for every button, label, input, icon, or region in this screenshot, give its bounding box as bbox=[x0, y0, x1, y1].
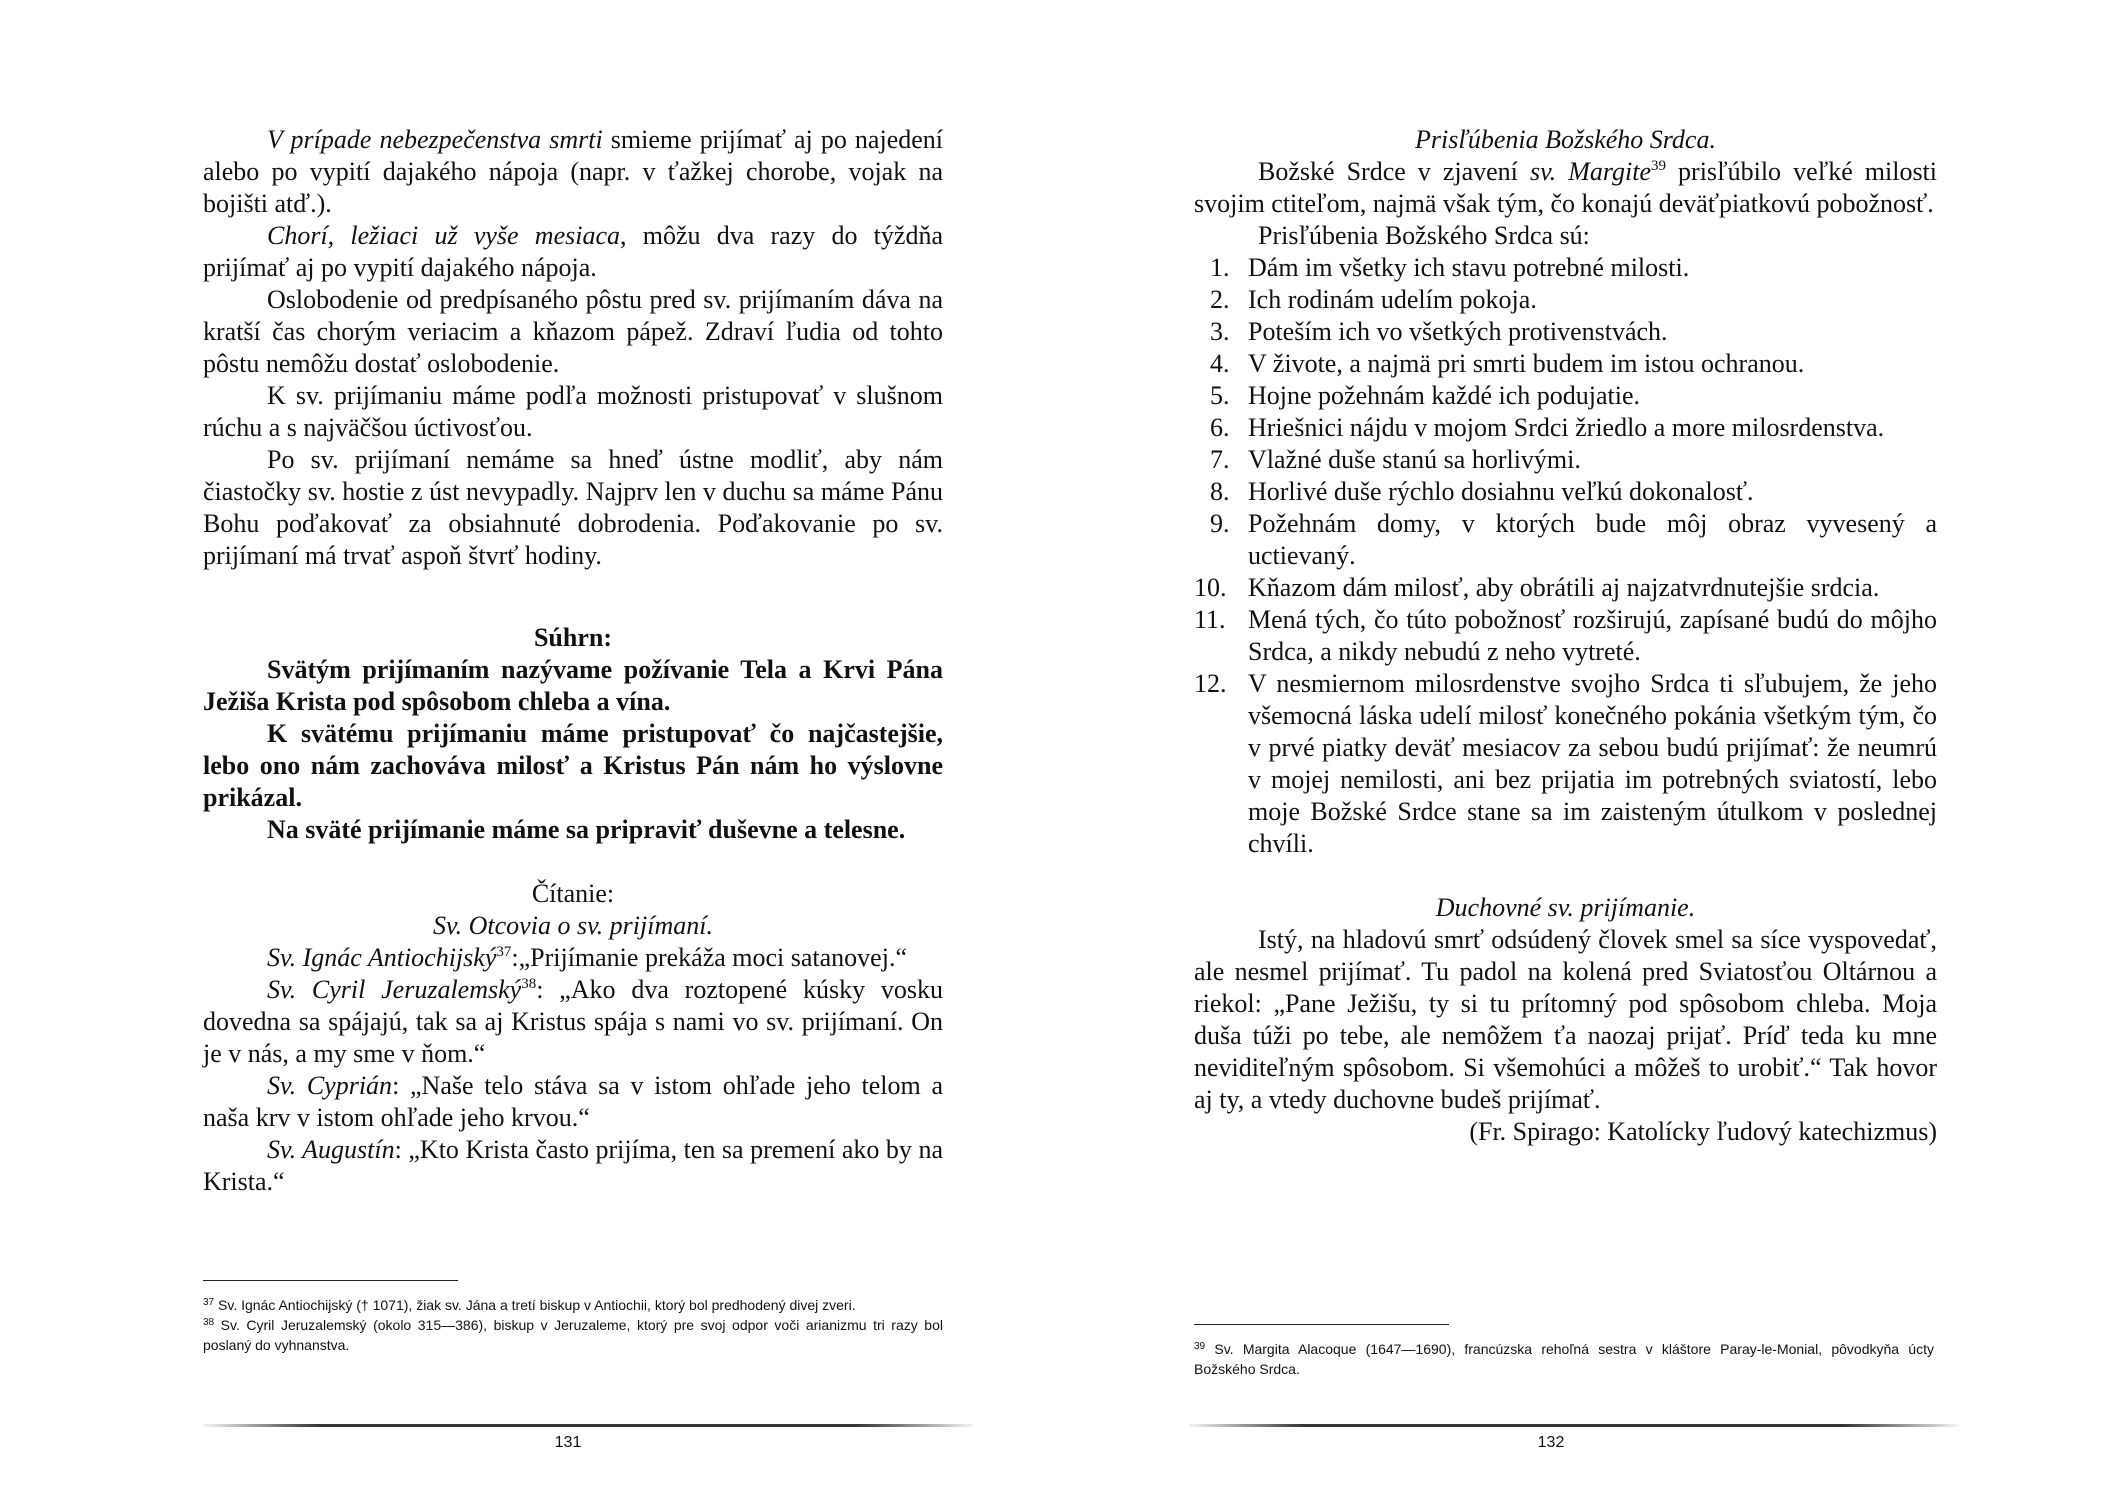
list-item: 8. Horlivé duše rýchlo dosiahnu veľkú dokonalosť. bbox=[1210, 477, 1754, 506]
page-number: 132 bbox=[1537, 1434, 1565, 1451]
summary-item: K svätému prijímaniu máme pristupovať čo najčastejšie, lebo ono nám zachováva milosť a Kristus Pán nám ho výslovne prikázal. bbox=[203, 719, 943, 812]
list-item: 11. Mená tých, čo túto pobožnosť rozširujú, zapísané budú do môjho Srdca, a nikdy nebudú z neho vytreté. bbox=[1194, 605, 1937, 666]
list-item: 4. V živote, a najmä pri smrti budem im istou ochranou. bbox=[1210, 349, 1805, 378]
right-page-text bbox=[1194, 124, 1937, 1148]
paragraph-danger-of-death: V prípade nebezpečenstva smrti smieme prijímať aj po najedení alebo po vypití dajakého nápoja (napr. v ťažkej chorobe, vojak na bojišti atď.). bbox=[203, 125, 943, 218]
footer-rule bbox=[203, 1424, 973, 1427]
promises-list-intro: Prisľúbenia Božského Srdca sú: bbox=[1258, 221, 1590, 250]
summary-title: Súhrn: bbox=[533, 623, 613, 652]
footnote-39: $^{39}$ Sv. Margita Alacoque (1647—1690), francúzska rehoľná sestra v kláštore Paray-le-Monial, pôvodkyňa úcty Božského Srdca. bbox=[1194, 1341, 1934, 1377]
reading-subtitle: Sv. Otcovia o sv. prijímaní. bbox=[433, 911, 713, 940]
list-item: 9. Požehnám domy, v ktorých bude môj obraz vyvesený a uctievaný. bbox=[1210, 509, 1937, 570]
paragraph-attire: K sv. prijímaniu máme podľa možnosti pristupovať v slušnom rúchu a s najväčšou úctivosťou. bbox=[203, 381, 943, 442]
promises-intro: Božské Srdce v zjavení sv. Margite$^{39}$ prisľúbilo veľké milosti svojim ctiteľom, najmä však tým, čo konajú deväťpiatkovú pobožnosť. bbox=[1194, 157, 1938, 218]
paragraph-fasting-exemption: Oslobodenie od predpísaného pôstu pred sv. prijímaním dáva na kratší čas chorým veriacim a kňazom pápež. Zdraví ľudia od tohto pôstu nemôžu dostať oslobodenie. bbox=[203, 285, 943, 378]
reading-title: Čítanie: bbox=[531, 879, 615, 908]
promises-list bbox=[1194, 252, 1937, 860]
left-page-text bbox=[203, 124, 943, 1198]
spiritual-communion-source: (Fr. Spirago: Katolícky ľudový katechizmus) bbox=[1469, 1117, 1937, 1146]
list-item: 7. Vlažné duše stanú sa horlivými. bbox=[1210, 445, 1581, 474]
list-item: 1. Dám im všetky ich stavu potrebné milosti. bbox=[1210, 253, 1690, 282]
right-footnotes bbox=[1194, 1324, 1934, 1379]
footnote-38: $^{38}$ Sv. Cyril Jeruzalemský (okolo 315—386), biskup v Jeruzaleme, ktorý pre svoj odpor voči arianizmu tri razy bol poslaný do vyhnanstva. bbox=[203, 1317, 943, 1353]
quote-ignatius: Sv. Ignác Antiochijský$^{37}$:„Prijímanie prekáža moci satanovej.“ bbox=[267, 943, 907, 972]
spiritual-communion-section bbox=[1194, 892, 1937, 1148]
promises-heading: Prisľúbenia Božského Srdca. bbox=[1415, 125, 1716, 154]
paragraph-thanksgiving: Po sv. prijímaní nemáme sa hneď ústne modliť, aby nám čiastočky sv. hostie z úst nevypadly. Najprv len v duchu sa máme Pánu Bohu poďakovať za obsiahnuté dobrodenia. Poďakovanie po sv. prijímaní má trvať aspoň štvrť hodiny. bbox=[203, 445, 943, 570]
list-item: 6. Hriešnici nájdu v mojom Srdci žriedlo a more milosrdenstva. bbox=[1210, 413, 1885, 442]
spiritual-communion-text: Istý, na hladovú smrť odsúdený človek smel sa síce vyspovedať, ale nesmel prijímať. Tu padol na kolená pred Sviatosťou Oltárnou a riekol: „Pane Ježišu, ty si tu prítomný pod spôsobom chleba. Moja duša túži po tebe, ale nemôžem ťa naozaj prijať. Príď teda ku mne neviditeľným spôsobom. Si všemohúci a môžeš to urobiť.“ Tak hovor aj ty, a vtedy duchovne budeš prijímať. bbox=[1194, 925, 1937, 1114]
quote-cyprian: Sv. Cyprián: „Naše telo stáva sa v istom ohľade jeho telom a naša krv v istom ohľade jeho krvou.“ bbox=[203, 1071, 943, 1132]
right-page bbox=[1061, 0, 2122, 1500]
footer-rule bbox=[1189, 1424, 1959, 1427]
page-number: 131 bbox=[554, 1434, 582, 1451]
summary-item: Na sväté prijímanie máme sa pripraviť duševne a telesne. bbox=[267, 815, 906, 844]
quote-augustine: Sv. Augustín: „Kto Krista často prijíma, ten sa premení ako by na Krista.“ bbox=[203, 1135, 943, 1196]
summary-section bbox=[203, 622, 943, 846]
quote-cyril: Sv. Cyril Jeruzalemský$^{38}$: „Ako dva roztopené kúsky vosku dovedna sa spájajú, tak sa aj Kristus spája s nami vo sv. prijímaní. On je v nás, a my sme v ňom.“ bbox=[203, 975, 943, 1068]
paragraph-sick: Chorí, ležiaci už vyše mesiaca, môžu dva razy do týždňa prijímať aj po vypití dajakého nápoja. bbox=[203, 221, 943, 282]
list-item: 5. Hojne požehnám každé ich podujatie. bbox=[1210, 381, 1641, 410]
summary-item: Svätým prijímaním nazývame požívanie Tela a Krvi Pána Ježiša Krista pod spôsobom chleba a vína. bbox=[203, 655, 943, 716]
left-footnotes bbox=[203, 1280, 943, 1355]
list-item: 3. Poteším ich vo všetkých protivenstvách. bbox=[1210, 317, 1668, 346]
footnote-rule bbox=[1194, 1324, 1449, 1325]
list-item: 2. Ich rodinám udelím pokoja. bbox=[1210, 285, 1537, 314]
reading-section bbox=[203, 878, 943, 1198]
footnote-37: $^{37}$ Sv. Ignác Antiochijský († 1071), žiak sv. Jána a tretí biskup v Antiochii, ktorý bol predhodený divej zveri. bbox=[203, 1297, 856, 1313]
list-item: 12. V nesmiernom milosrdenstve svojho Srdca ti sľubujem, že jeho všemocná láska udelí milosť konečného pokánia všetkým tým, čo v prvé piatky deväť mesiacov za sebou budú prijímať: že neumrú v mojej nemilosti, ani bez prijatia im potrebných sviatostí, lebo moje Božské Srdce stane sa im zaisteným útulkom v poslednej chvíli. bbox=[1194, 669, 1937, 858]
footnote-rule bbox=[203, 1280, 458, 1281]
list-item: 10. Kňazom dám milosť, aby obrátili aj najzatvrdnutejšie srdcia. bbox=[1194, 573, 1880, 602]
spiritual-communion-heading: Duchovné sv. prijímanie. bbox=[1435, 893, 1696, 922]
